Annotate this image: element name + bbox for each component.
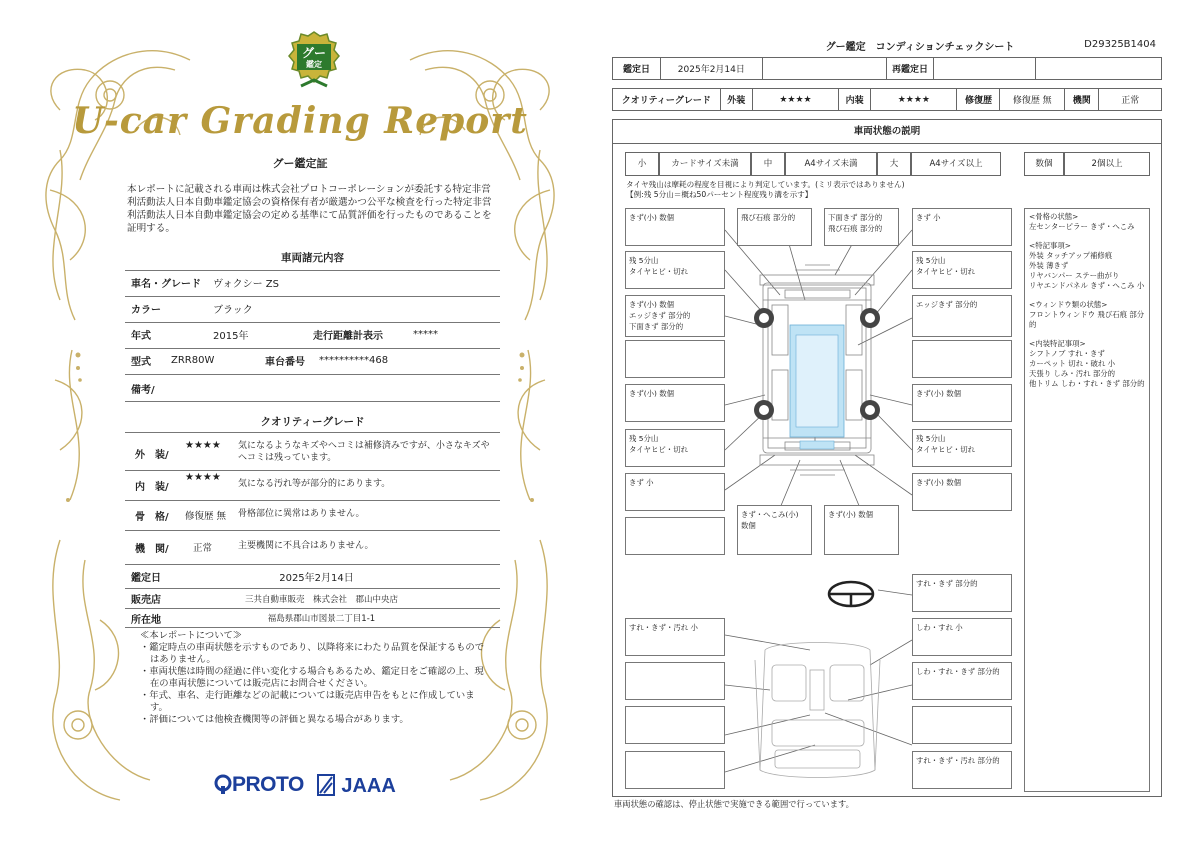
spec-row-color [125, 296, 500, 320]
engine-value: 正常 [1099, 89, 1162, 111]
legend-mid-desc: A4サイズ未満 [785, 152, 877, 176]
footer-note: 車両状態の確認は、停止状態で実施できる範囲で行っています。 [614, 799, 854, 809]
color-label: カラー [131, 305, 161, 316]
name-value: ヴォクシー ZS [213, 279, 279, 290]
tire-box-front-left: 残 5分山 タイヤヒビ・切れ [625, 251, 725, 289]
legend-small: 小 [625, 152, 659, 176]
quality-heading: クオリティーグレード [260, 416, 365, 428]
chassis-value: **********468 [319, 355, 389, 366]
special-notes-panel [1024, 208, 1150, 792]
appraisal-date-value: 2025年2月14日 [279, 573, 354, 584]
chassis-label: 車台番号 [265, 357, 305, 368]
model-value: ZRR80W [171, 355, 215, 366]
mileage-label: 走行距離計表示 [313, 331, 383, 342]
interior-label: 内 装/ [135, 482, 169, 493]
dealer-label: 販売店 [131, 595, 161, 606]
spec-row-remarks [125, 374, 500, 402]
appraisal-date-label: 鑑定日 [131, 573, 161, 584]
footer-logos [214, 770, 396, 800]
appraisal-date-row [125, 564, 500, 588]
note-item: ・車両状態は時間の経過に伴い変化する場合もあるため、鑑定日をご確認の上、現在の車両状態については販売店にお問合せください。 [140, 666, 484, 689]
note-item: ・鑑定時点の車両状態を示すものであり、以降将来にわたり品質を保証するものではありません。 [140, 642, 484, 665]
ext-value: ★★★★ [752, 89, 838, 111]
interior-box-cargo-left [625, 751, 725, 789]
window-condition-notes: <ウィンドウ類の状態> フロントウィンドウ 飛び石痕 部分的 [1029, 300, 1145, 329]
exterior-stars: ★★★★ [185, 440, 221, 451]
damage-box-front-bumper: 下面きず 部分的 飛び石痕 部分的 [824, 208, 899, 246]
interior-box-right-front: しわ・すれ 小 [912, 618, 1012, 656]
engine-value: 正常 [193, 543, 213, 554]
quality-row-engine [125, 540, 500, 562]
ext-label: 外装 [720, 89, 752, 111]
damage-box-right-front-fender: エッジきず 部分的 [912, 295, 1012, 337]
int-label: 内装 [839, 89, 871, 111]
frame-title: 車両状態の説明 [613, 120, 1161, 144]
frame-value: 修復歴 無 [185, 511, 227, 522]
damage-box-left-rear-quarter [625, 517, 725, 555]
reappraisal-label: 再鑑定日 [886, 58, 934, 80]
tire-note: タイヤ残山は摩耗の程度を目視により判定しています。(ミリ表示ではありません) 【例:残 5分山＝概ね50パーセント程度残り溝を示す】 [626, 180, 905, 199]
date-value: 2025年2月14日 [660, 58, 762, 80]
damage-box-left-door [625, 340, 725, 378]
mileage-value: ***** [413, 329, 438, 340]
tire-box-rear-left: 残 5分山 タイヤヒビ・切れ [625, 429, 725, 467]
condition-check-sheet [600, 0, 1200, 848]
damage-box-front-left: きず(小) 数個 [625, 208, 725, 246]
spec-row-name [125, 270, 500, 294]
interior-box-left-front-seat [625, 662, 725, 700]
tire-box-rear-right: 残 5分山 タイヤヒビ・切れ [912, 429, 1012, 467]
quality-row-exterior [125, 438, 500, 468]
dealer-value: 三共自動車販売 株式会社 郡山中央店 [244, 594, 398, 605]
interior-stars: ★★★★ [185, 472, 221, 483]
year-value: 2015年 [213, 331, 249, 342]
report-notes [140, 630, 490, 726]
tire-box-front-right: 残 5分山 タイヤヒビ・切れ [912, 251, 1012, 289]
damage-box-front-right: きず 小 [912, 208, 1012, 246]
int-value: ★★★★ [871, 89, 957, 111]
legend-count: 数個 [1024, 152, 1064, 176]
badge-bottom-text: 鑑定 [306, 60, 322, 69]
address-value: 福島県郡山市図景二丁目1-1 [267, 614, 376, 624]
legend-large-desc: A4サイズ以上 [911, 152, 1001, 176]
legend-mid: 中 [751, 152, 785, 176]
badge-top-text: グー [301, 46, 326, 60]
interior-box-left-rear [625, 706, 725, 744]
engine-label: 機 関/ [135, 544, 169, 555]
repair-label: 修復歴 [957, 89, 1000, 111]
damage-box-rear-left: きず 小 [625, 473, 725, 511]
sheet-title: グー鑑定 コンディションチェックシート [825, 42, 1015, 53]
legend-large: 大 [877, 152, 911, 176]
goo-kantei-badge [287, 30, 341, 92]
frame-desc: 骨格部位に異常はありません。 [238, 509, 365, 519]
damage-box-right-door [912, 340, 1012, 378]
color-value: ブラック [213, 305, 253, 316]
date-label: 鑑定日 [613, 58, 661, 80]
remarks-label: 備考/ [131, 384, 155, 396]
damage-box-front-glass: 飛び石痕 部分的 [737, 208, 812, 246]
report-title: U-car Grading Report [72, 100, 528, 142]
quality-row-frame [125, 508, 500, 530]
interior-notes: <内装特記事項> シフトノブ すれ・きず カーペット 切れ・破れ 小 天張り しみ・汚れ 部分的 他トリム しわ・すれ・きず 部分的 [1029, 339, 1145, 388]
repair-value: 修復歴 無 [1000, 89, 1065, 111]
proto-logo: PROTO [214, 773, 304, 797]
damage-box-back-door: きず(小) 数個 [824, 505, 899, 555]
damage-box-right-rear-door: きず(小) 数個 [912, 384, 1012, 422]
engine-desc: 主要機関に不具合はありません。 [238, 541, 374, 551]
damage-box-left-front-fender: きず(小) 数個 エッジきず 部分的 下面きず 部分的 [625, 295, 725, 337]
damage-box-rear-bumper: きず・へこみ(小) 数個 [737, 505, 812, 555]
special-notes: <特記事項> 外装 タッチアップ補修痕 外装 薄きず リヤバンパー ステー曲がり リヤエンドパネル きず・へこみ 小 [1029, 241, 1145, 290]
spec-row-model [125, 348, 500, 372]
interior-box-cargo-right: すれ・きず・汚れ 部分的 [912, 751, 1012, 789]
address-row [125, 608, 500, 628]
note-item: ・年式、車名、走行距離などの記載については販売店申告をもとに作成しています。 [140, 690, 475, 713]
damage-box-left-rear-door: きず(小) 数個 [625, 384, 725, 422]
model-label: 型式 [131, 357, 151, 368]
legend-count-desc: 2個以上 [1064, 152, 1150, 176]
spec-row-year [125, 322, 500, 346]
jaaa-logo: JAAA [316, 773, 396, 798]
interior-box-right-rear [912, 706, 1012, 744]
notes-heading: ≪本レポートについて≫ [140, 630, 243, 641]
document-id: D29325B1404 [1084, 39, 1156, 50]
name-label: 車名・グレード [131, 279, 201, 290]
damage-box-rear-right: きず(小) 数個 [912, 473, 1012, 511]
interior-desc: 気になる汚れ等が部分的にあります。 [238, 479, 391, 489]
year-label: 年式 [131, 331, 151, 342]
certificate-heading: グー鑑定証 [272, 157, 328, 170]
quality-row-interior [125, 472, 500, 498]
certificate-text: 本レポートに記載される車両は株式会社プロトコーポレーションが委託する特定非営利活動法人日本自動車鑑定協会の資格保有者が厳選かつ公平な検査を行った特定非営利活動法人日本自動車鑑定協会の定める基準にて品質評価を行ったものであることを証明する。 [127, 184, 492, 234]
exterior-desc: 気になるようなキズやヘコミは補修済みですが、小さなキズやヘコミは残っています。 [238, 441, 490, 463]
interior-box-dashboard: すれ・きず・汚れ 小 [625, 618, 725, 656]
spec-heading: 車両諸元内容 [281, 252, 344, 264]
exterior-label: 外 装/ [135, 450, 169, 461]
note-item: ・評価については他検査機関等の評価と異なる場合があります。 [140, 714, 409, 725]
frame-condition-notes: <骨格の状態> 左センターピラー きず・へこみ [1029, 212, 1135, 231]
grade-label: クオリティーグレード [613, 89, 721, 111]
frame-label: 骨 格/ [135, 512, 169, 523]
address-label: 所在地 [131, 614, 161, 626]
dealer-row [125, 588, 500, 608]
legend-small-desc: カードサイズ未満 [659, 152, 751, 176]
interior-box-right-front-seat: しわ・すれ・きず 部分的 [912, 662, 1012, 700]
interior-box-steering: すれ・きず 部分的 [912, 574, 1012, 612]
engine-label: 機関 [1065, 89, 1099, 111]
